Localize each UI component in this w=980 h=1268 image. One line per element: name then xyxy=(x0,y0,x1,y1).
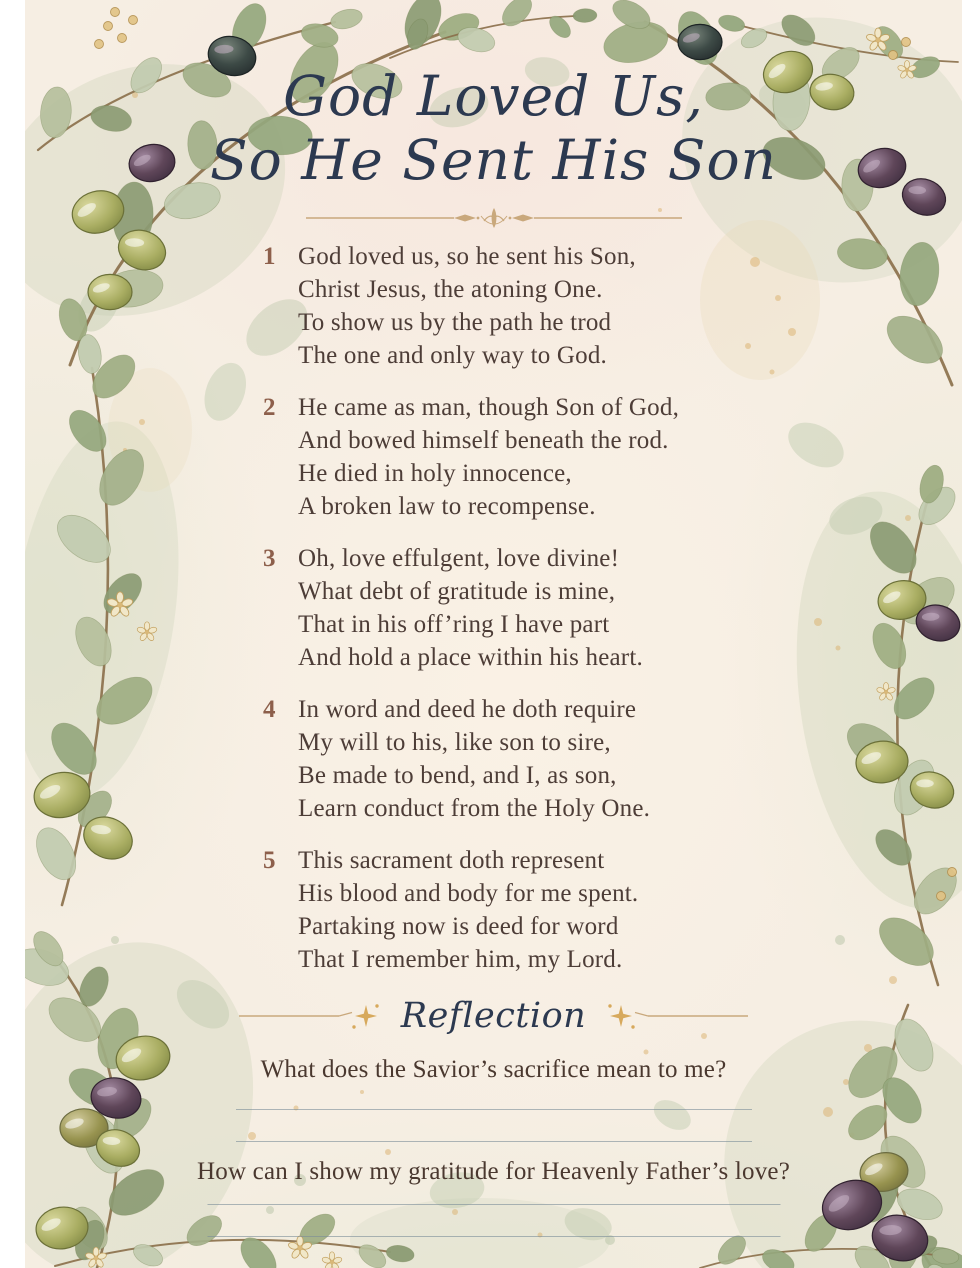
verse-line: He came as man, though Son of God, xyxy=(298,394,680,421)
verse-number: 1 xyxy=(263,243,276,270)
answer-line xyxy=(207,1236,780,1237)
reflection-question-1: What does the Savior’s sacrifice mean to me? xyxy=(260,1056,727,1083)
reflection-header xyxy=(25,996,962,1036)
content xyxy=(25,0,962,1268)
paper xyxy=(25,0,962,1268)
verse-line: His blood and body for me spent. xyxy=(298,880,639,907)
verse-4 xyxy=(263,693,679,825)
reflection-question-2: How can I show my gratitude for Heavenly Father’s love? xyxy=(196,1158,790,1185)
verse-line: He died in holy innocence, xyxy=(298,460,572,487)
answer-line xyxy=(236,1109,752,1110)
verse-line: And hold a place within his heart. xyxy=(298,644,643,671)
verse-number: 5 xyxy=(263,847,276,874)
verse-line: A broken law to recompense. xyxy=(298,493,596,520)
title-divider-ornament xyxy=(304,204,684,232)
verse-line: That I remember him, my Lord. xyxy=(298,946,623,973)
verse-number: 4 xyxy=(263,696,276,723)
hymn-verses xyxy=(263,240,679,995)
verse-line: Christ Jesus, the atoning One. xyxy=(298,276,603,303)
answer-line xyxy=(236,1141,752,1142)
sparkle-rule-right-ornament xyxy=(598,999,748,1033)
verse-line: Be made to bend, and I, as son, xyxy=(298,762,617,789)
verse-2 xyxy=(263,391,679,523)
verse-number: 2 xyxy=(263,394,276,421)
verse-line: That in his off’ring I have part xyxy=(298,611,610,638)
verse-line: This sacrament doth represent xyxy=(298,847,605,874)
verse-line: What debt of gratitude is mine, xyxy=(298,578,616,605)
verse-line: To show us by the path he trod xyxy=(298,309,612,336)
page-title xyxy=(25,64,962,193)
page-title-line-2: So He Sent His Son xyxy=(210,128,777,193)
page-title-line-1: God Loved Us, xyxy=(283,64,704,128)
verse-1 xyxy=(263,240,679,372)
verse-5 xyxy=(263,844,679,976)
verse-line: My will to his, like son to sire, xyxy=(298,729,611,756)
verse-line: Learn conduct from the Holy One. xyxy=(298,795,651,822)
verse-3 xyxy=(263,542,679,674)
verse-line: Oh, love effulgent, love divine! xyxy=(298,545,620,572)
verse-line: The one and only way to God. xyxy=(298,342,608,369)
verse-line: And bowed himself beneath the rod. xyxy=(298,427,669,454)
verse-line: Partaking now is deed for word xyxy=(298,913,619,940)
verse-line: God loved us, so he sent his Son, xyxy=(298,243,636,270)
sparkle-rule-left-ornament xyxy=(239,999,389,1033)
reflection-heading: Reflection xyxy=(400,996,587,1036)
verse-number: 3 xyxy=(263,545,276,572)
answer-line xyxy=(207,1204,780,1205)
verse-line: In word and deed he doth require xyxy=(298,696,637,723)
